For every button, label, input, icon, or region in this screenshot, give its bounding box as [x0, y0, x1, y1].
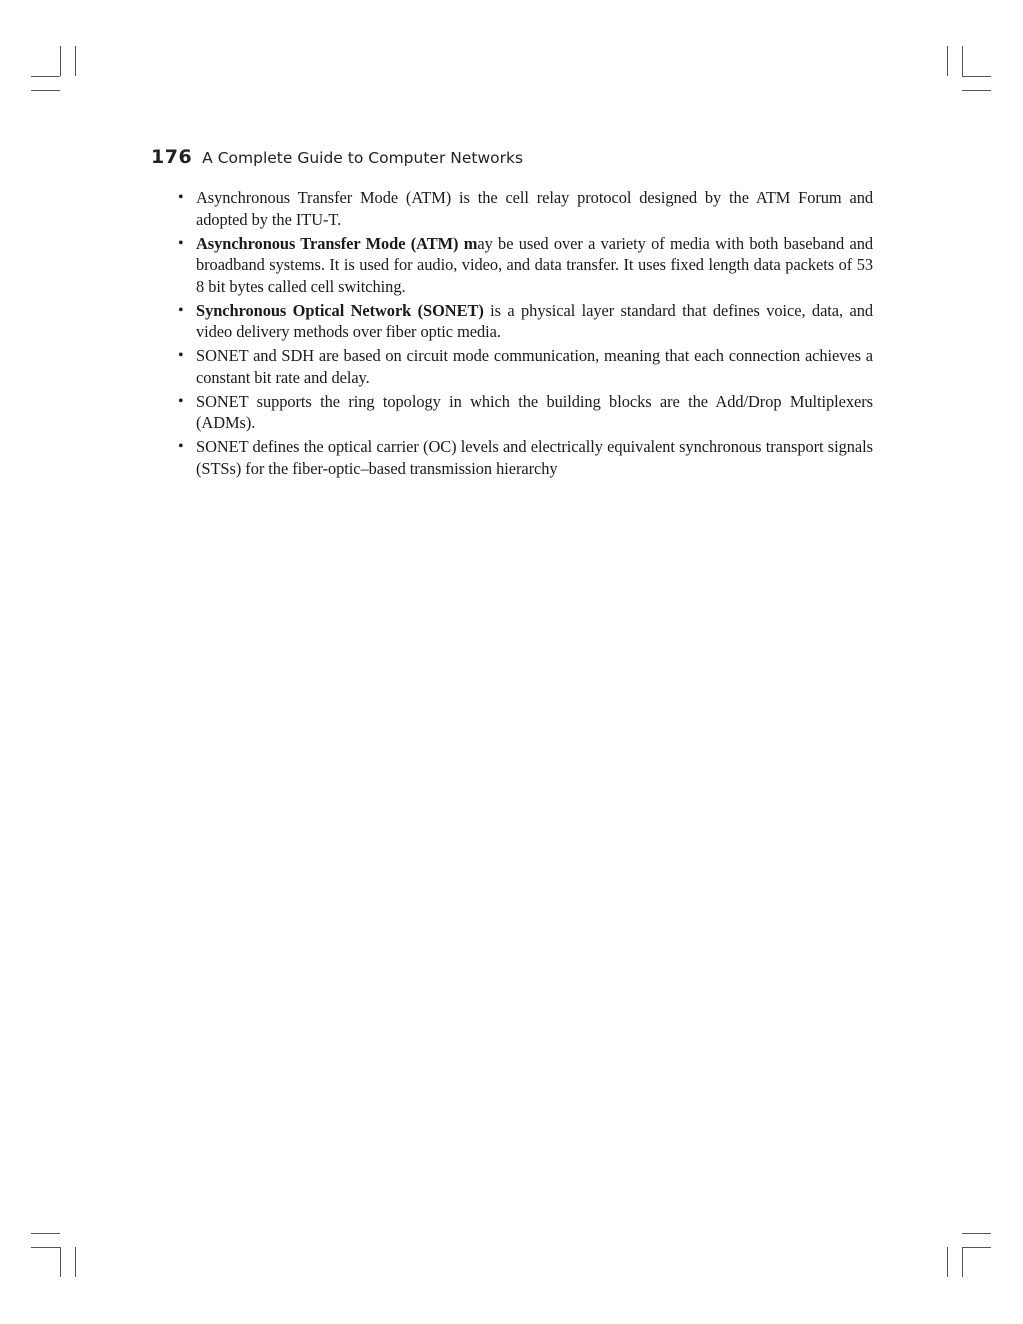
crop-mark	[962, 46, 963, 76]
crop-mark	[31, 1247, 60, 1248]
list-item	[176, 391, 873, 434]
book-title: A Complete Guide to Computer Networks	[202, 149, 524, 167]
crop-mark	[31, 90, 60, 91]
bullet-text: SONET and SDH are based on circuit mode communication, meaning that each connection achieves a constant bit rate and delay.	[196, 346, 873, 387]
crop-mark	[962, 1247, 963, 1277]
crop-mark	[60, 46, 61, 76]
bullet-list	[176, 187, 873, 482]
bullet-text: is a physical layer standard that defines voice, data, and video delivery methods over fiber optic media.	[196, 300, 873, 341]
list-item	[176, 300, 873, 343]
crop-mark	[962, 76, 991, 77]
list-item	[176, 187, 873, 230]
page-number: 176	[151, 146, 193, 168]
crop-mark	[947, 1247, 948, 1277]
bullet-text: Asynchronous Transfer Mode (ATM) is the cell relay protocol designed by the ATM Forum and adopted by the ITU-T.	[196, 188, 873, 229]
bullet-text: SONET defines the optical carrier (OC) levels and electrically equivalent synchronous transport signals (STSs) for the fiber-optic–based transmission hierarchy	[196, 437, 873, 478]
bullet-icon: •	[178, 301, 184, 319]
bullet-icon: •	[178, 234, 184, 252]
bold-lead: Asynchronous Transfer Mode (ATM) m	[196, 233, 478, 253]
crop-mark	[75, 1247, 76, 1277]
crop-mark	[947, 46, 948, 76]
list-item	[176, 233, 873, 298]
bullet-icon: •	[178, 189, 184, 206]
bold-lead: Synchronous Optical Network (SONET)	[196, 300, 484, 320]
bullet-icon: •	[178, 392, 184, 410]
bullet-text: SONET supports the ring topology in which the building blocks are the Add/Drop Multiplexers (ADMs).	[196, 391, 873, 432]
list-item	[176, 345, 873, 388]
crop-mark	[75, 46, 76, 76]
bullet-icon: •	[178, 438, 184, 455]
crop-mark	[962, 90, 991, 91]
crop-mark	[31, 76, 60, 77]
crop-mark	[962, 1247, 991, 1248]
list-item	[176, 436, 873, 479]
running-head	[151, 146, 523, 168]
crop-mark	[31, 1233, 60, 1234]
bullet-text: ay be used over a variety of media with both baseband and broadband systems. It is used for audio, video, and data transfer. It uses fixed length data packets of 53 8 bit bytes called cell switching.	[196, 233, 873, 296]
bullet-icon: •	[178, 347, 184, 364]
crop-mark	[962, 1233, 991, 1234]
crop-mark	[60, 1247, 61, 1277]
